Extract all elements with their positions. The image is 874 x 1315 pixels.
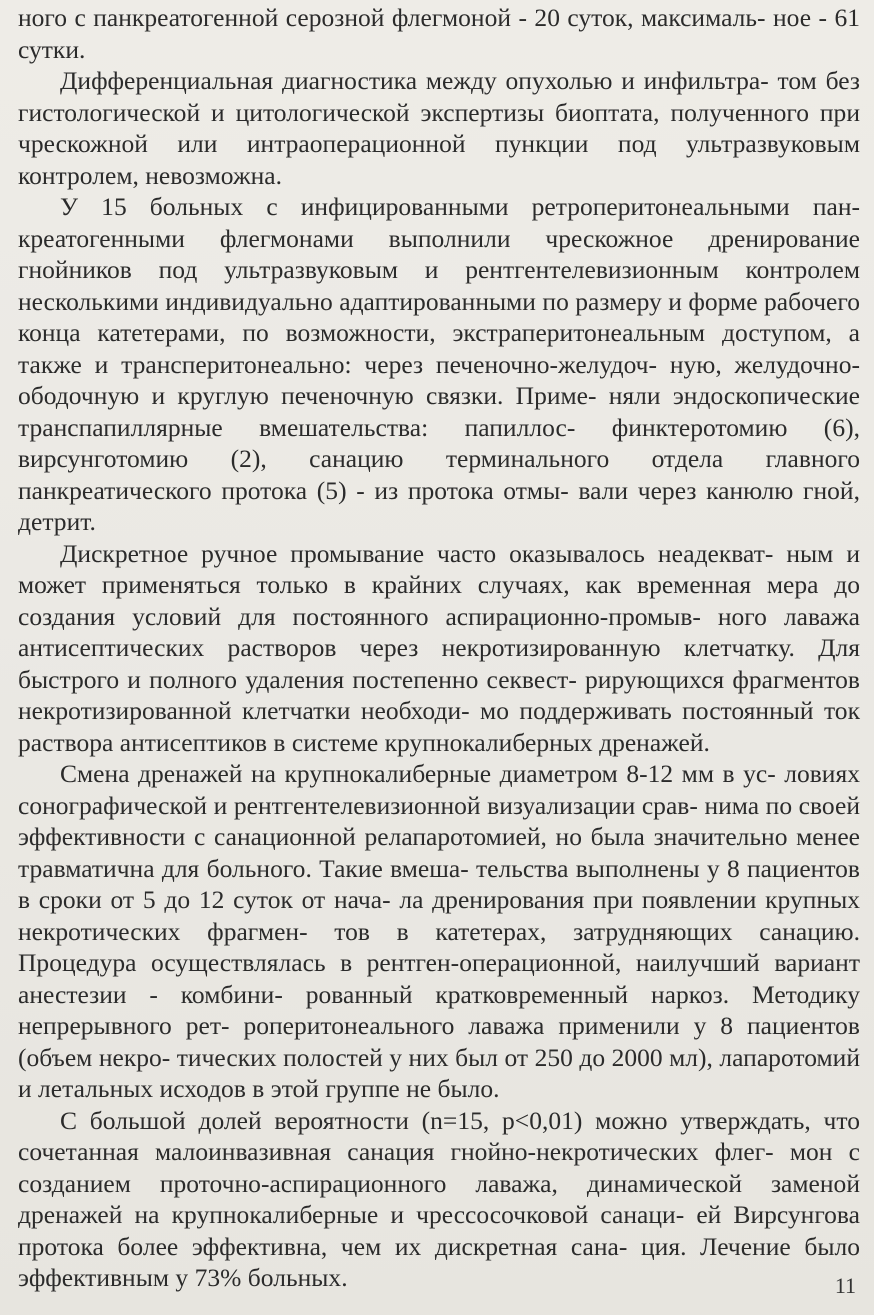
paragraph-differential-diagnosis: Дифференциальная диагностика между опухолью и инфильтра- том без гистологической и цитологической экспертизы биоптата, полученного при чрескожной или интраоперационной пункции под ультразвуковым контролем, невозможна.	[18, 66, 860, 190]
document-text	[18, 2, 860, 1294]
paragraph-manual-irrigation: Дискретное ручное промывание часто оказывалось неадекват- ным и может применяться только в крайних случаях, как временная мера до создания условий для постоянного аспирационно-промыв- ного лаважа антисептических растворов через некротизированную клетчатку. Для быстрого и полного удаления постепенно секвест- рирующихся фрагментов некротизированной клетчатки необходи- мо поддерживать постоянный ток раствора антисептиков в системе крупнокалиберных дренажей.	[18, 538, 860, 757]
paragraph-conclusion: С большой долей вероятности (n=15, p<0,01) можно утверждать, что сочетанная малоинвазивная санация гнойно-некротических флег- мон с созданием проточно-аспирационного лаважа, динамической заменой дренажей на крупнокалиберные и чрессосочковой санаци- ей Вирсунгова протока более эффективна, чем их дискретная сана- ция. Лечение было эффективным у 73% больных.	[18, 1105, 860, 1292]
page-number: 11	[834, 1273, 856, 1298]
paragraph-percutaneous-drainage: У 15 больных с инфицированными ретроперитонеальными пан- креатогенными флегмонами выполнили чрескожное дренирование гнойников под ультразвуковым и рентгентелевизионным контролем несколькими индивидуально адаптированными по размеру и форме рабочего конца катетерами, по возможности, экстраперитонеальным доступом, а также и трансперитонеально: через печеночно-желудоч- ную, желудочно-ободочную и круглую печеночную связки. Приме- няли эндоскопические транспапиллярные вмешательства: папиллос- финктеротомию (6), вирсунготомию (2), санацию терминального отдела главного панкреатического протока (5) - из протока отмы- вали через канюлю гной, детрит.	[18, 192, 860, 536]
paragraph-continuation: ного с панкреатогенной серозной флегмоной - 20 суток, максималь- ное - 61 сутки.	[18, 3, 860, 64]
paragraph-drain-replacement: Смена дренажей на крупнокалиберные диаметром 8-12 мм в ус- ловиях сонографической и рентгентелевизионной визуализации срав- нима по своей эффективности с санационной релапаротомией, но была значительно менее травматична для больного. Такие вмеша- тельства выполнены у 8 пациентов в сроки от 5 до 12 суток от нача- ла дренирования при появлении крупных некротических фрагмен- тов в катетерах, затрудняющих санацию. Процедура осуществлялась в рентген-операционной, наилучший вариант анестезии - комбини- рованный кратковременный наркоз. Методику непрерывного рет- роперитонеального лаважа применили у 8 пациентов (объем некро- тических полостей у них был от 250 до 2000 мл), лапаротомий и летальных исходов в этой группе не было.	[18, 759, 860, 1103]
